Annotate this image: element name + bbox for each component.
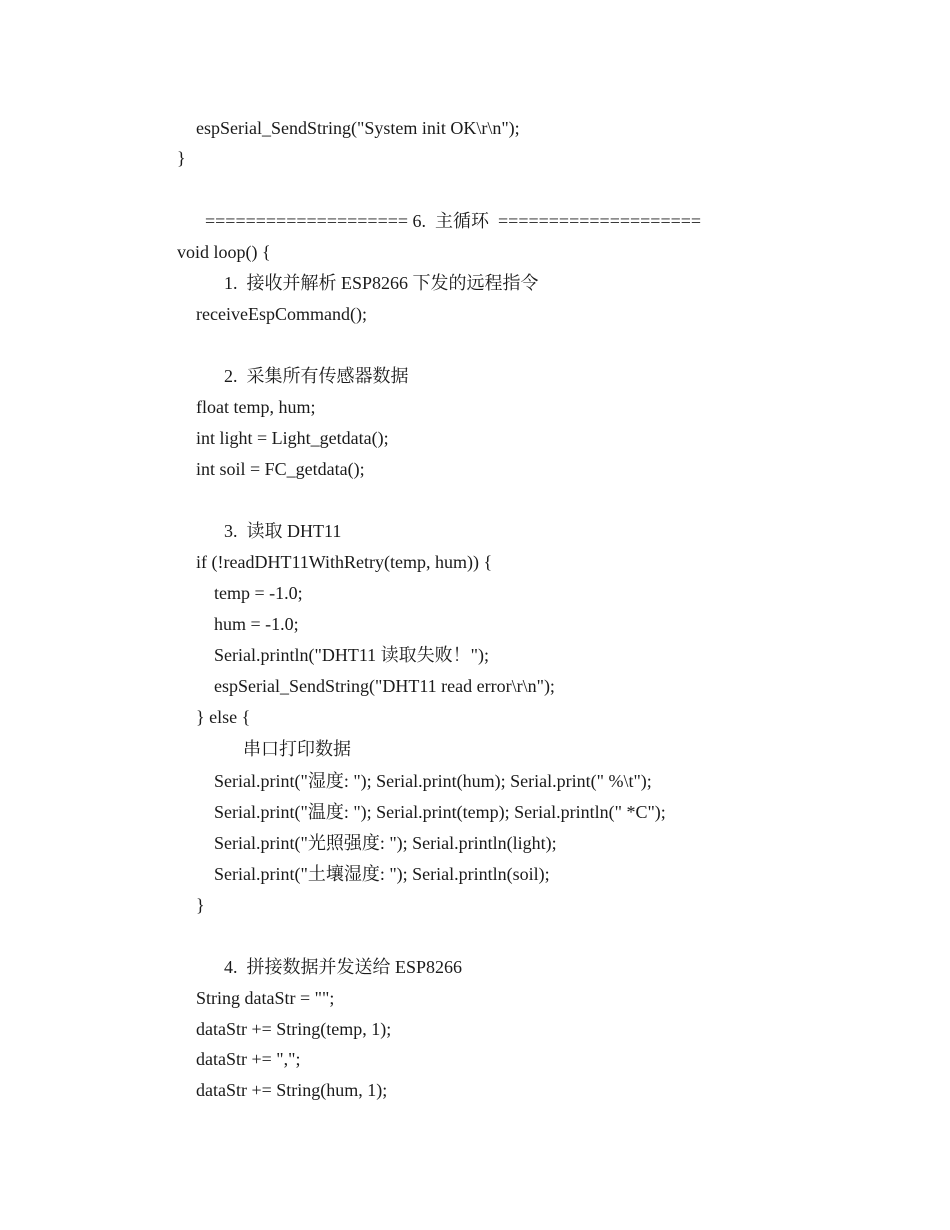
code-line-send-init-ok: espSerial_SendString("System init OK\r\n"); <box>196 118 520 138</box>
code-line-if-read-dht11: if (!readDHT11WithRetry(temp, hum)) { <box>196 552 493 572</box>
code-line-print-humidity: Serial.print("湿度: "); Serial.print(hum); Serial.print(" %\t"); <box>214 771 652 791</box>
code-line-send-error: espSerial_SendString("DHT11 read error\r\n"); <box>214 676 555 696</box>
code-line-float-decl: float temp, hum; <box>196 397 316 417</box>
comment-step-4: 4. 拼接数据并发送给 ESP8266 <box>224 957 463 977</box>
code-line-print-soil: Serial.print("土壤湿度: "); Serial.println(soil); <box>214 864 550 884</box>
code-line-temp-fallback: temp = -1.0; <box>214 583 303 603</box>
code-line-soil: int soil = FC_getdata(); <box>196 459 365 479</box>
code-line-print-light: Serial.print("光照强度: "); Serial.println(light); <box>214 833 557 853</box>
code-line-close-else: } <box>196 895 205 915</box>
code-line-receive-command: receiveEspCommand(); <box>196 304 367 324</box>
code-line-append-comma: dataStr += ","; <box>196 1049 301 1069</box>
code-line-void-loop: void loop() { <box>177 242 271 262</box>
code-line-print-temperature: Serial.print("温度: "); Serial.print(temp); Serial.println(" *C"); <box>214 802 666 822</box>
comment-step-3: 3. 读取 DHT11 <box>224 521 342 541</box>
comment-step-2: 2. 采集所有传感器数据 <box>224 366 409 386</box>
code-line-print-fail: Serial.println("DHT11 读取失败！"); <box>214 645 489 665</box>
code-line-else: } else { <box>196 707 251 727</box>
code-line-close-brace: } <box>177 148 186 168</box>
code-line-light: int light = Light_getdata(); <box>196 428 389 448</box>
section-heading-main-loop: ==================== 6. 主循环 ==================== <box>205 211 702 231</box>
code-line-datastr-init: String dataStr = ""; <box>196 988 335 1008</box>
code-line-hum-fallback: hum = -1.0; <box>214 614 299 634</box>
code-line-append-hum: dataStr += String(hum, 1); <box>196 1080 388 1100</box>
comment-step-1: 1. 接收并解析 ESP8266 下发的远程指令 <box>224 273 539 293</box>
comment-serial-print: 串口打印数据 <box>243 739 351 759</box>
code-line-append-temp: dataStr += String(temp, 1); <box>196 1019 392 1039</box>
